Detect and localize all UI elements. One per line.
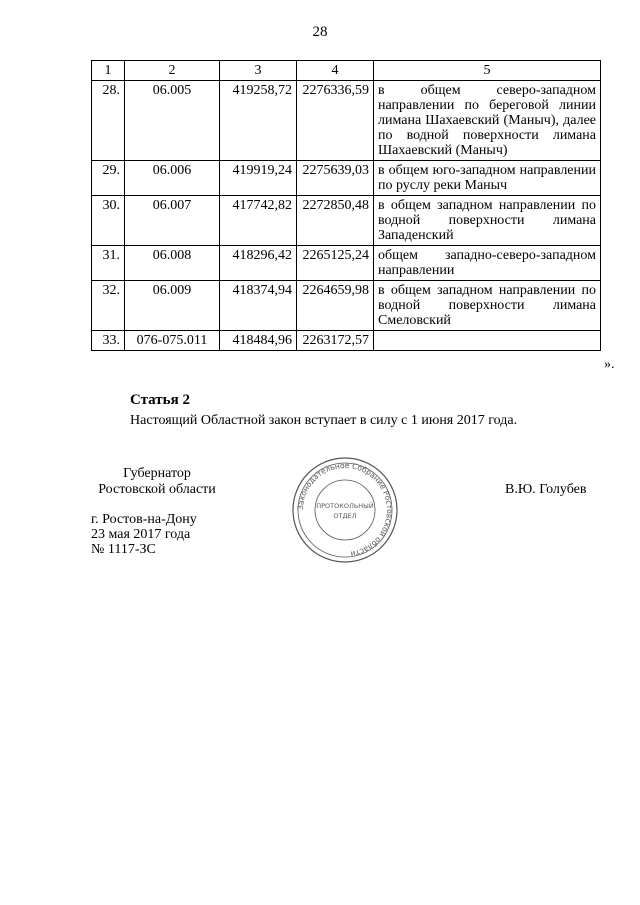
row-number: 31.	[92, 246, 125, 281]
signatory-name: В.Ю. Голубев	[505, 482, 587, 497]
article-text: Настоящий Областной закон вступает в силу с 1 июня 2017 года.	[130, 413, 518, 428]
row-number: 33.	[92, 331, 125, 351]
seal-ring-text: Законодательное Собрание Ростовской области	[295, 460, 395, 559]
row-number: 28.	[92, 81, 125, 161]
coord-x: 419258,72	[220, 81, 297, 161]
row-number: 29.	[92, 161, 125, 196]
row-number: 30.	[92, 196, 125, 246]
table-row	[92, 281, 601, 331]
coord-y: 2272850,48	[297, 196, 374, 246]
coord-y: 2264659,98	[297, 281, 374, 331]
coord-x: 418374,94	[220, 281, 297, 331]
law-number: № 1117-ЗС	[91, 542, 156, 557]
direction-description: в общем юго-западном направлении по руслу реки Маныч	[374, 161, 601, 196]
direction-description	[374, 331, 601, 351]
city: г. Ростов-на-Дону	[91, 512, 197, 527]
position-line-1: Губернатор	[123, 466, 191, 481]
table-row	[92, 161, 601, 196]
table-row	[92, 196, 601, 246]
coord-y: 2263172,57	[297, 331, 374, 351]
coord-x: 419919,24	[220, 161, 297, 196]
coordinates-table	[91, 60, 601, 351]
table-header-row	[92, 61, 601, 81]
closing-quote: ».	[604, 357, 615, 372]
table-header-cell: 1	[92, 61, 125, 81]
direction-description: в общем северо-западном направлении по береговой линии лимана Шахаевский (Маныч), далее по водной поверхности лимана Шахаевский (Маныч)	[374, 81, 601, 161]
table-header-cell: 3	[220, 61, 297, 81]
article-title: Статья 2	[130, 392, 190, 408]
point-id: 076-075.011	[125, 331, 220, 351]
signatory-position	[92, 466, 222, 498]
coord-x: 418296,42	[220, 246, 297, 281]
seal-center-line-2: ОТДЕЛ	[333, 512, 357, 520]
table-header-cell: 4	[297, 61, 374, 81]
coord-y: 2265125,24	[297, 246, 374, 281]
official-seal-stamp	[290, 455, 400, 565]
direction-description: общем западно-северо-западном направлении	[374, 246, 601, 281]
page-number: 28	[312, 24, 328, 40]
point-id: 06.009	[125, 281, 220, 331]
row-number: 32.	[92, 281, 125, 331]
coord-x: 418484,96	[220, 331, 297, 351]
coord-y: 2275639,03	[297, 161, 374, 196]
point-id: 06.008	[125, 246, 220, 281]
table-row	[92, 246, 601, 281]
date: 23 мая 2017 года	[91, 527, 191, 542]
direction-description: в общем западном направлении по водной поверхности лимана Смеловский	[374, 281, 601, 331]
position-line-2: Ростовской области	[98, 482, 216, 497]
direction-description: в общем западном направлении по водной поверхности лимана Западенский	[374, 196, 601, 246]
place-date-block	[91, 512, 197, 557]
table-row	[92, 331, 601, 351]
table-row	[92, 81, 601, 161]
coord-y: 2276336,59	[297, 81, 374, 161]
seal-center-line-1: ПРОТОКОЛЬНЫЙ	[316, 502, 374, 510]
coord-x: 417742,82	[220, 196, 297, 246]
point-id: 06.006	[125, 161, 220, 196]
point-id: 06.005	[125, 81, 220, 161]
table-header-cell: 2	[125, 61, 220, 81]
point-id: 06.007	[125, 196, 220, 246]
table-header-cell: 5	[374, 61, 601, 81]
